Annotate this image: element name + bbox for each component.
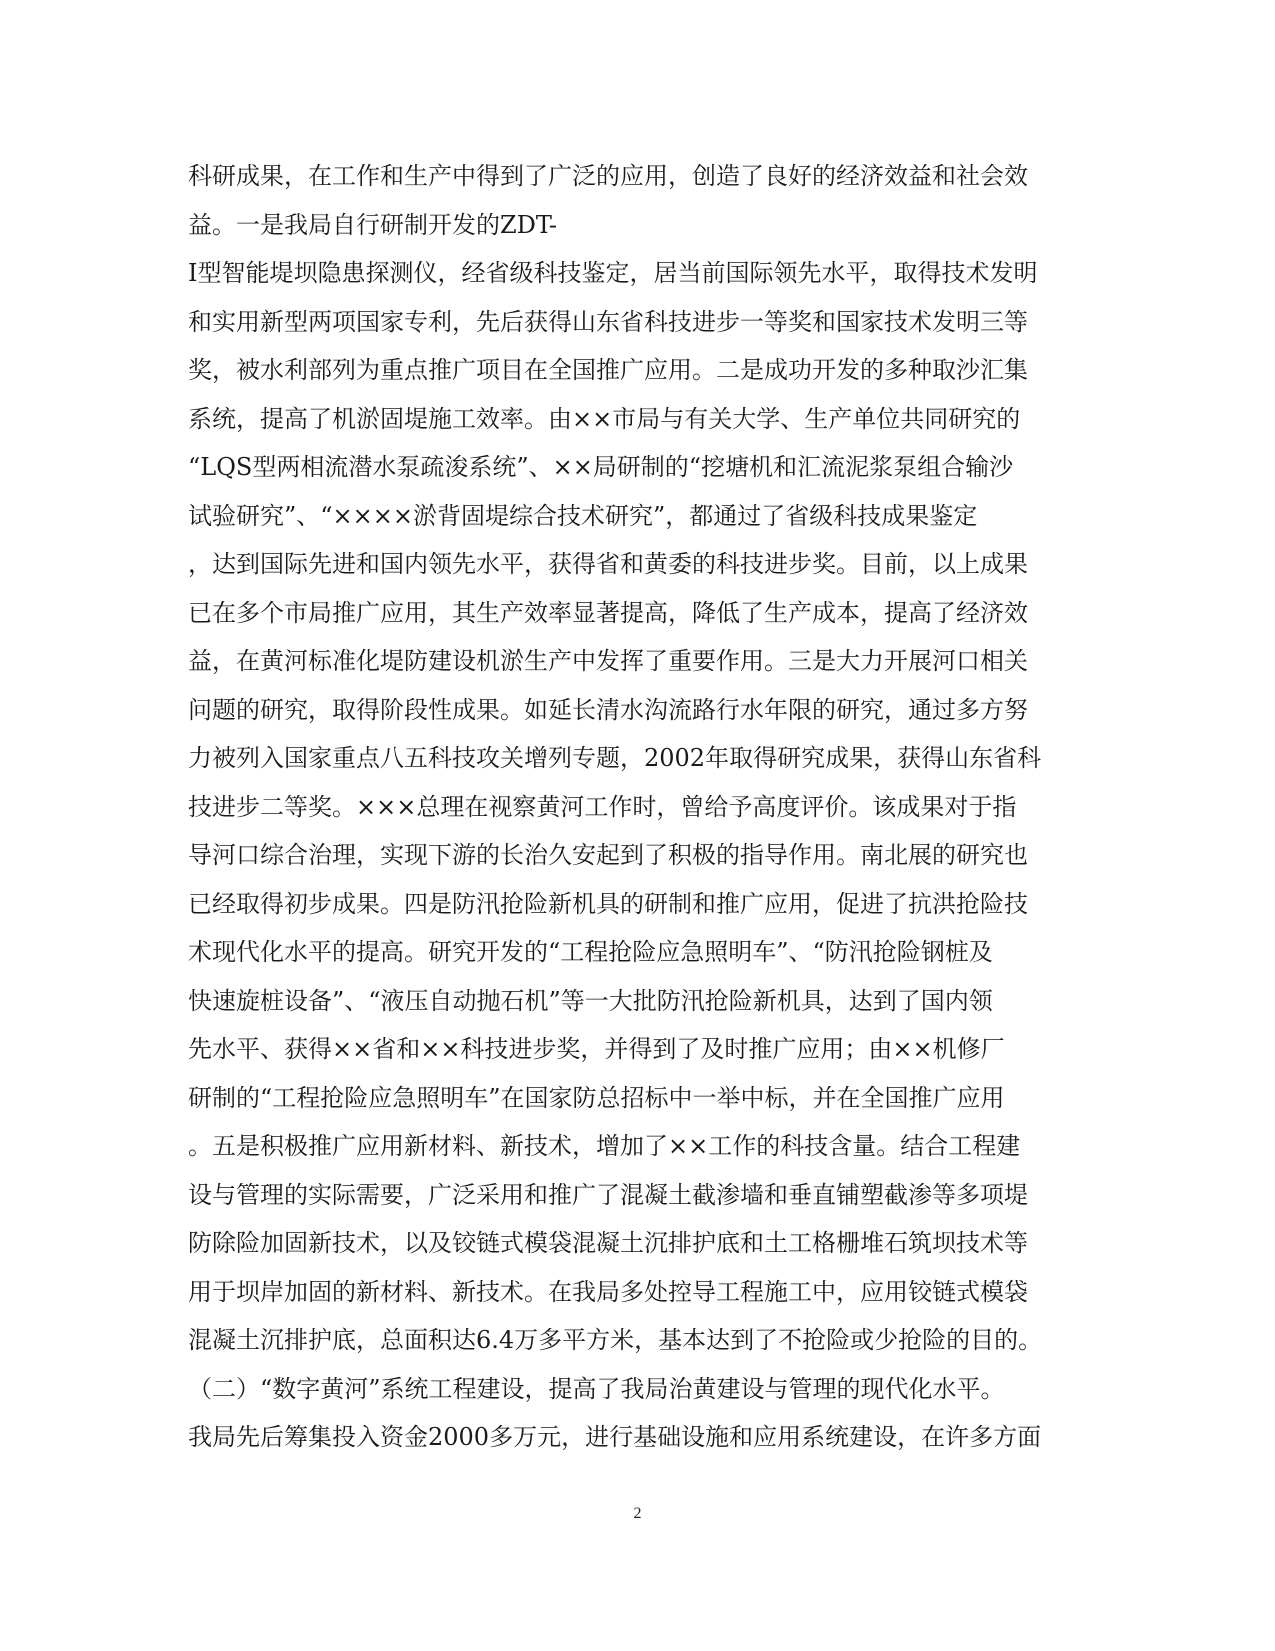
text-line: 系统，提高了机淤固堤施工效率。由××市局与有关大学、生产单位共同研究的: [188, 404, 1021, 433]
text-line: 设与管理的实际需要，广泛采用和推广了混凝土截渗墙和垂直铺塑截渗等多项堤: [188, 1180, 1028, 1209]
text-line: 。五是积极推广应用新材料、新技术，增加了××工作的科技含量。结合工程建: [188, 1132, 1021, 1160]
text-line: 益，在黄河标准化堤防建设机淤生产中发挥了重要作用。三是大力开展河口相关: [188, 647, 1028, 675]
text-line: 用于坝岸加固的新材料、新技术。在我局多处控导工程施工中，应用铰链式模袋: [188, 1277, 1028, 1306]
text-line: 导河口综合治理，实现下游的长治久安起到了积极的指导作用。南北展的研究也: [188, 841, 1028, 869]
text-line: ，达到国际先进和国内领先水平，获得省和黄委的科技进步奖。目前，以上成果: [188, 550, 1028, 578]
text-line: I型智能堤坝隐患探测仪，经省级科技鉴定，居当前国际领先水平，取得技术发明: [188, 259, 1038, 287]
text-line: 问题的研究，取得阶段性成果。如延长清水沟流路行水年限的研究，通过多方努: [188, 695, 1028, 724]
text-line: 科研成果，在工作和生产中得到了广泛的应用，创造了良好的经济效益和社会效: [188, 162, 1028, 190]
text-line: 益。一是我局自行研制开发的ZDT-: [188, 210, 557, 239]
body-text: [188, 152, 1068, 1462]
text-line: 技进步二等奖。×××总理在视察黄河工作时，曾给予高度评价。该成果对于指: [188, 792, 1017, 821]
text-line: 力被列入国家重点八五科技攻关增列专题，2002年取得研究成果，获得山东省科: [188, 744, 1042, 772]
text-line: 我局先后筹集投入资金2000多万元，进行基础设施和应用系统建设，在许多方面: [188, 1423, 1042, 1451]
text-line: 已在多个市局推广应用，其生产效率显著提高，降低了生产成本，提高了经济效: [188, 598, 1028, 627]
text-line: 先水平、获得××省和××科技进步奖，并得到了及时推广应用；由××机修厂: [188, 1035, 1005, 1063]
text-line: 试验研究”、“××××淤背固堤综合技术研究”，都通过了省级科技成果鉴定: [188, 501, 978, 530]
text-line: 已经取得初步成果。四是防汛抢险新机具的研制和推广应用，促进了抗洪抢险技: [188, 889, 1028, 918]
text-line: 术现代化水平的提高。研究开发的“工程抢险应急照明车”、“防汛抢险钢桩及: [188, 938, 993, 966]
text-line: 奖，被水利部列为重点推广项目在全国推广应用。二是成功开发的多种取沙汇集: [188, 356, 1028, 384]
text-line: 快速旋桩设备”、“液压自动抛石机”等一大批防汛抢险新机具，达到了国内领: [188, 986, 993, 1015]
text-line: 混凝土沉排护底，总面积达6.4万多平方米，基本达到了不抢险或少抢险的目的。: [188, 1326, 1043, 1354]
text-line: 防除险加固新技术，以及铰链式模袋混凝土沉排护底和土工格栅堆石筑坝技术等: [188, 1229, 1028, 1257]
page-number: 2: [633, 1505, 642, 1522]
text-line: （二）“数字黄河”系统工程建设，提高了我局治黄建设与管理的现代化水平。: [188, 1374, 1005, 1403]
text-line: “LQS型两相流潜水泵疏浚系统”、××局研制的“挖塘机和汇流泥浆泵组合输沙: [188, 453, 1014, 481]
text-line: 研制的“工程抢险应急照明车”在国家防总招标中一举中标，并在全国推广应用: [188, 1083, 1005, 1112]
text-line: 和实用新型两项国家专利，先后获得山东省科技进步一等奖和国家技术发明三等: [188, 307, 1028, 336]
